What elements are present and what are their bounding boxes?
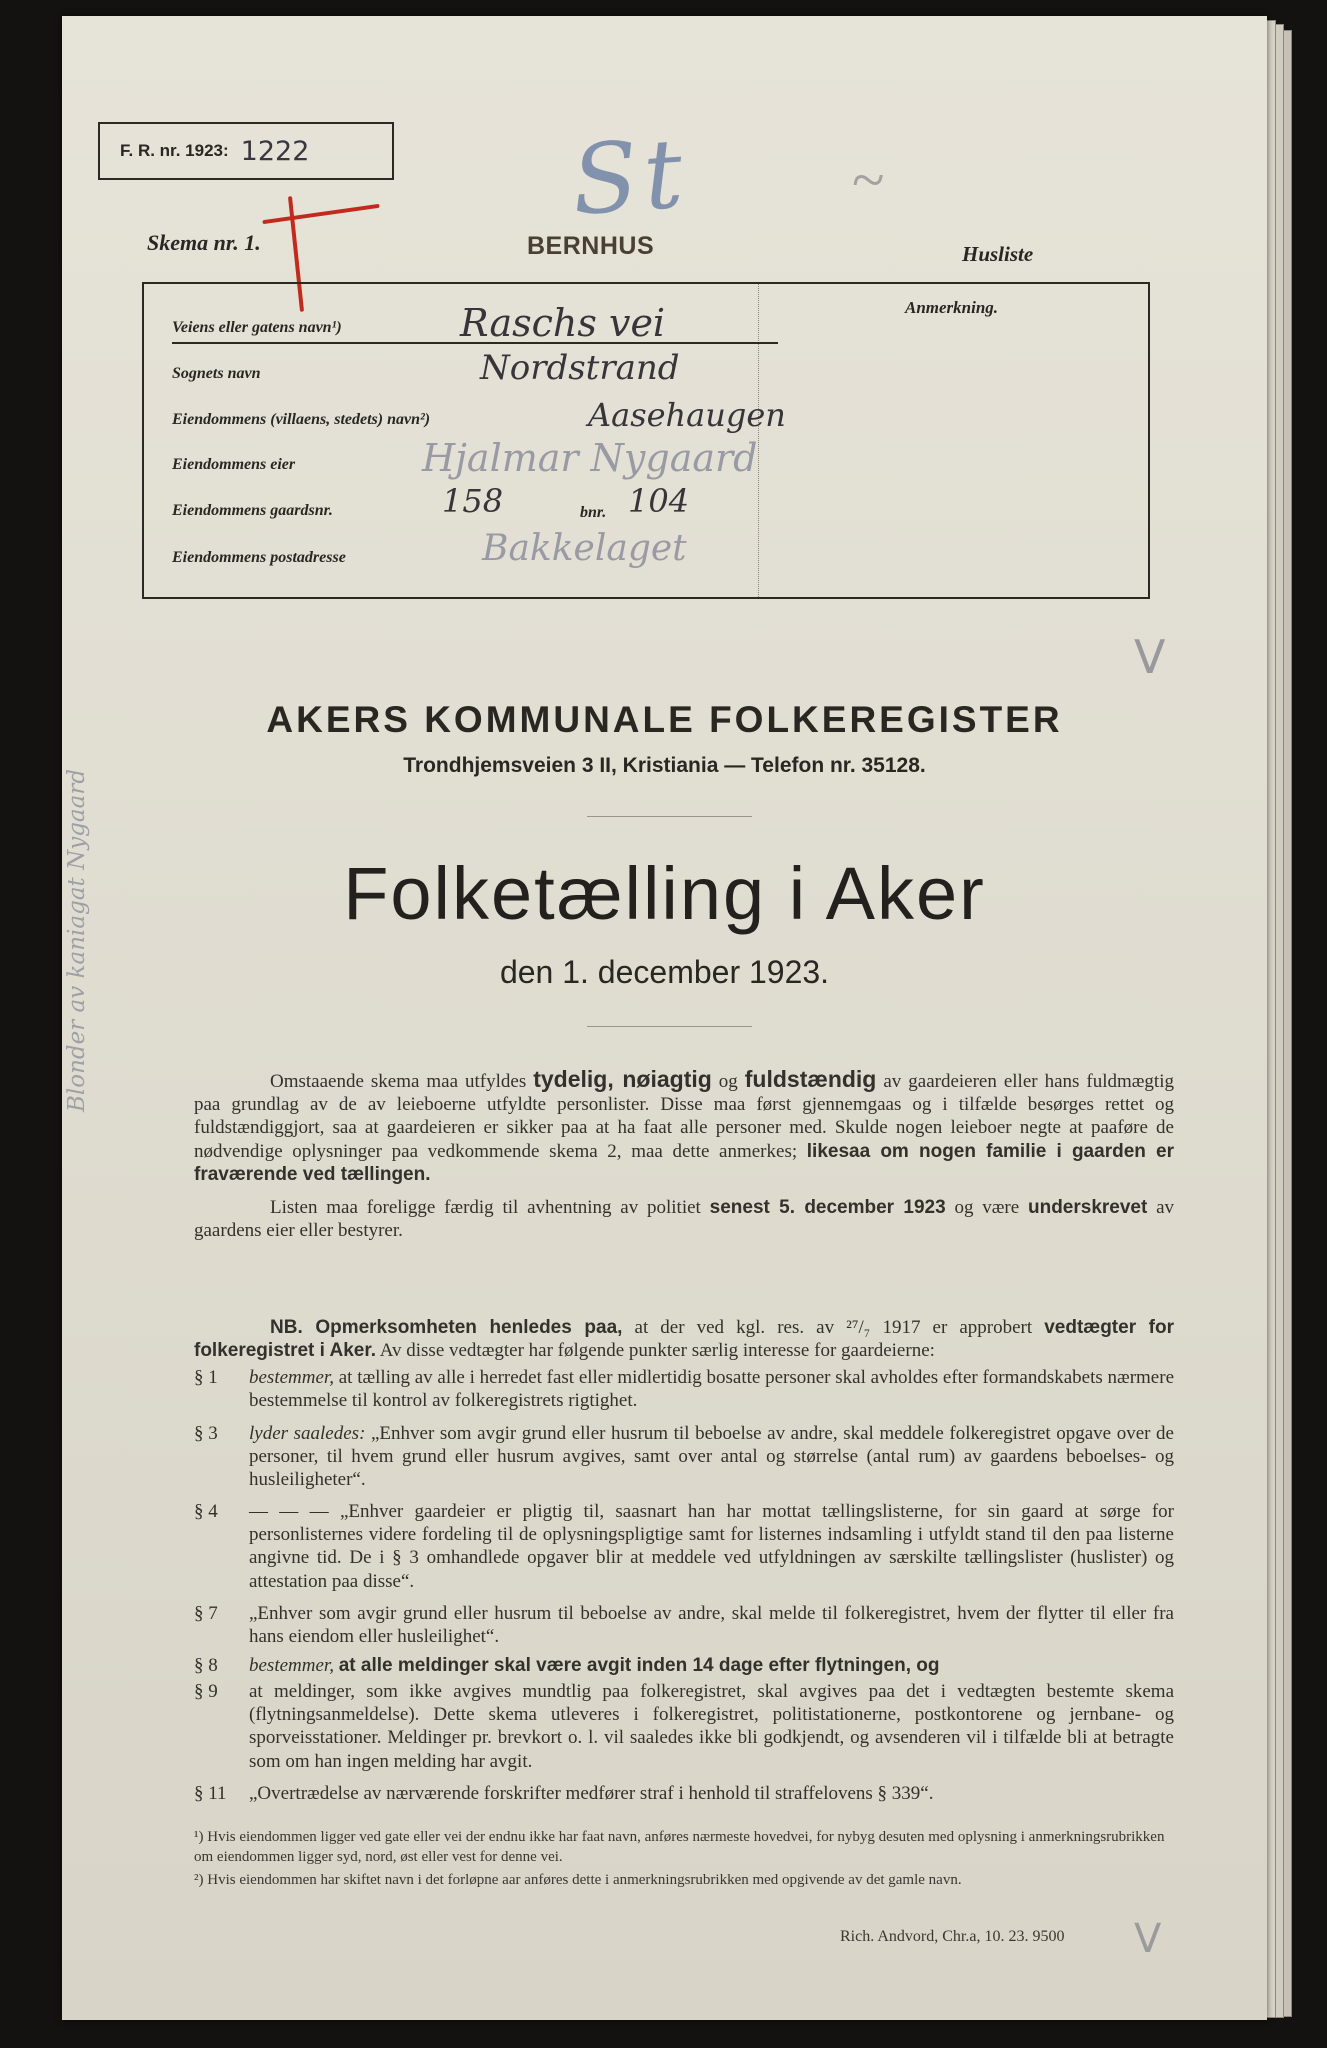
check-mark-icon: V — [1134, 1916, 1162, 1962]
street-underline — [172, 342, 778, 344]
printer-imprint: Rich. Andvord, Chr.a, 10. 23. 9500 — [840, 1928, 1065, 1945]
document-page — [62, 16, 1267, 2020]
org-address: Trondhjemsveien 3 II, Kristiania — Telefon nr. 35128. — [403, 754, 926, 777]
form-divider — [758, 284, 759, 597]
bnr-value: 104 — [628, 482, 690, 520]
skema-label: Skema nr. 1. — [147, 230, 261, 255]
bernhus-stamp: BERNHUS — [527, 232, 655, 260]
check-mark-icon: V — [1134, 630, 1166, 684]
section-1: § 1 bestemmer, at tælling av alle i herredet fast eller midlertidig bosatte personer skal avholdes efter formandskabets nærmere bestemmelse til kontrol av folkeregistrets rigtighet. — [194, 1367, 1175, 1412]
statute-sections — [194, 1366, 1174, 1826]
fr-number-box — [98, 122, 394, 180]
section-11: § 11 „Overtrædelse av nærværende forskrifter medfører straf i henhold til straffelovens § 339“. — [194, 1783, 934, 1804]
bnr-label: bnr. — [580, 504, 607, 521]
section-9: § 9 at meldinger, som ikke avgives mundtlig paa folkeregistret, skal avgives paa det i vedtægten bestemte skema (flytningsanmeldelse). Dette skema utleveres i folkeregistret, politistationerne, postkontorene og jernbane- og sporveisstationer. Meldinger pr. brevkort o. l. vil saaledes ikke bli godkjendt, og avsenderen vil i tilfælde bli at betragte som om han ingen melding har avgit. — [194, 1681, 1174, 1772]
margin-pencil-note: Blonder av kaniagat Nygaard — [64, 768, 90, 1112]
section-7: § 7 „Enhver som avgir grund eller husrum til beboelse av andre, skal melde til folkeregistret, hvem der flytter til eller fra hans eiendom eller husleilighet“. — [194, 1603, 1174, 1648]
postal-label: Eiendommens postadresse — [172, 549, 346, 566]
property-name-value: Aasehaugen — [588, 396, 786, 434]
owner-label: Eiendommens eier — [172, 456, 296, 473]
owner-value: Hjalmar Nygaard — [422, 436, 758, 480]
footnote-1: ¹) Hvis eiendommen ligger ved gate eller vei der endnu ikke har faat navn, anføres nærmeste hovedvei, for nybyg desuten med oplysning i anmerkningsrubrikken om eiendommen ligger syd, nord, øst eller vest for denne vei. — [194, 1829, 1165, 1865]
rule-top — [587, 816, 752, 817]
gaardsnr-value: 158 — [442, 482, 504, 520]
property-name-label: Eiendommens (villaens, stedets) navn²) — [172, 411, 431, 428]
fr-number: 1222 — [240, 135, 310, 167]
husliste-label: Husliste — [962, 242, 1034, 266]
section-4: § 4 — — — „Enhver gaardeier er pligtig til, saasnart han har mottat tællingslisterne, for sin gaard at sørge for personlisternes videre fordeling til de oplysningspligtige samt for listernes indsamling i utfyldt stand til den paa listerne angivne tid. De i § 3 omhandlede opgaver blir at meddele ved utfyldningen av særskilte tællingslister (huslister) og attestation paa disse“. — [194, 1501, 1175, 1592]
rule-bottom — [587, 1026, 752, 1027]
section-8: § 8 bestemmer, at alle meldinger skal være avgit inden 14 dage efter flytningen, og — [194, 1655, 940, 1676]
section-3: § 3 lyder saaledes: „Enhver som avgir grund eller husrum til beboelse av andre, skal meddele folkeregistret opgave over de personer, til hvem grund eller husrum avgives, samt over antal og størrelse (antal rum) av gaardens beboelses- og husleiligheter“. — [194, 1423, 1174, 1491]
red-pencil-stroke-cross — [262, 204, 379, 224]
street-value: Raschs vei — [460, 301, 666, 345]
fr-label: F. R. nr. 1923: — [120, 141, 229, 160]
parish-label: Sognets navn — [172, 365, 261, 382]
nb-paragraph: NB. Opmerksomheten henledes paa, at der ved kgl. res. av ²⁷/₇ 1917 er approbert vedtægter for folkeregistret i Aker. Av disse vedtægter har følgende punkter særlig interesse for gaardeierne: — [194, 1317, 1175, 1362]
pencil-squiggle: ~ — [852, 147, 885, 213]
anmerkning-label: Anmerkning. — [905, 298, 999, 317]
street-label: Veiens eller gatens navn¹) — [172, 319, 342, 336]
gaardsnr-label: Eiendommens gaardsnr. — [172, 502, 333, 519]
intro-paragraph: Omstaaende skema maa utfyldes tydelig, nøiagtig og fuldstændig av gaardeieren eller hans fuldmægtig paa grundlag av de av leieboerne utfyldte personlister. Disse maa først gjennemgaas og i tilfælde besørges rettet og fuldstændiggjort, saa at gaardeieren er sikker paa at ha faat alle personer med. Skulde nogen leieboer negte at paaføre de nødvendige oplysninger paa vedkommende skema 2, maa dette anmerkes; likesaa om nogen familie i gaarden er fraværende ved tællingen. — [194, 1066, 1174, 1185]
org-title: AKERS KOMMUNALE FOLKEREGISTER — [266, 699, 1063, 740]
footnote-2: ²) Hvis eiendommen har skiftet navn i det forløpne aar anføres dette i anmerkningsrubrikken med opgivende av det gamle navn. — [194, 1872, 962, 1888]
main-title: Folketælling i Aker — [343, 852, 986, 935]
deadline-paragraph: Listen maa foreligge færdig til avhentning av politiet senest 5. december 1923 og være underskrevet av gaardens eier eller bestyrer. — [194, 1197, 1175, 1242]
parish-value: Nordstrand — [480, 348, 680, 388]
census-date: den 1. december 1923. — [499, 954, 830, 990]
pencil-annotation: St — [568, 117, 693, 237]
postal-value: Bakkelaget — [482, 528, 687, 569]
